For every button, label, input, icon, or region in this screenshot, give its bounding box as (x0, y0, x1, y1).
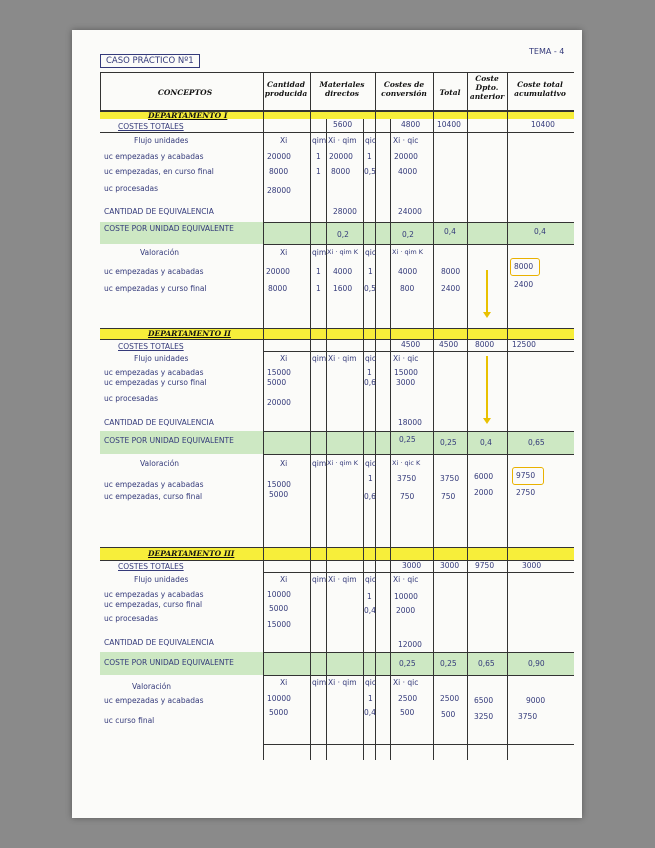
dept3-val1-total: 2500 (440, 694, 460, 703)
dept1-uc2-xi: 8000 (269, 167, 289, 176)
grid-line (100, 72, 574, 73)
grid-line (263, 72, 264, 760)
dept1-uc1-label: uc empezadas y acabadas (104, 152, 204, 161)
dept1-coste-ue-label: COSTE POR UNIDAD EQUIVALENTE (104, 224, 234, 233)
dept1-val2-xi: 8000 (268, 284, 288, 293)
arrow-line (486, 270, 488, 312)
worksheet-paper (72, 30, 582, 818)
dept3-val-xiqic: Xi · qic (393, 678, 419, 687)
dept1-val-xi: Xi (280, 248, 288, 257)
dept2-costes-totales-label: COSTES TOTALES (118, 342, 184, 351)
dept2-coste-ue-cc: 0,25 (399, 435, 416, 444)
dept2-flujo-qim: qim (312, 354, 327, 363)
grid-line (390, 119, 391, 760)
dept2-costes-totales-dpto: 8000 (475, 340, 495, 349)
dept3-uc2-qic: 0,4 (364, 606, 376, 615)
dept2-flujo-xiqic: Xi · qic (393, 354, 419, 363)
dept2-val2-total: 750 (441, 492, 456, 501)
grid-line (326, 119, 327, 760)
dept1-uc1-xiqic: 20000 (394, 152, 418, 161)
tema-label: TEMA - 4 (529, 47, 565, 56)
dept3-costes-totales-acum: 3000 (522, 561, 542, 570)
header-conceptos: CONCEPTOS (157, 88, 213, 97)
grid-line (507, 72, 508, 760)
dept2-uc2-xiqic: 3000 (396, 378, 416, 387)
dept1-uc2-qim: 1 (316, 167, 321, 176)
dept1-costes-totales-label: COSTES TOTALES (118, 122, 184, 131)
dept1-val1-total: 8000 (441, 267, 461, 276)
dept2-flujo-xiqim: Xi · qim (328, 354, 357, 363)
dept1-val2-xiqic: 800 (400, 284, 415, 293)
dept1-val1-xiqim: 4000 (333, 267, 353, 276)
dept3-uc1-label: uc empezadas y acabadas (104, 590, 204, 599)
dept1-val1-qic: 1 (368, 267, 373, 276)
dept1-flujo-xiqic: Xi · qic (393, 136, 419, 145)
dept2-val1-qic: 1 (368, 474, 373, 483)
dept2-costes-totales-total: 4500 (439, 340, 459, 349)
dept3-costes-totales-label: COSTES TOTALES (118, 562, 184, 571)
dept2-val2-acum: 2750 (516, 488, 536, 497)
dept1-val2-acum: 2400 (514, 280, 534, 289)
dept1-val-xiqic: Xi · qim K (392, 248, 424, 256)
dept1-uc1-qic: 1 (367, 152, 372, 161)
grid-line (100, 339, 574, 340)
dept3-costes-totales-cc: 3000 (402, 561, 422, 570)
dept2-proc-label: uc procesadas (104, 394, 159, 403)
dept2-uc2-xi: 5000 (267, 378, 287, 387)
grid-line (263, 431, 574, 432)
grid-line (263, 244, 574, 245)
dept2-val-xiqim: Xi · qim K (327, 459, 359, 467)
dept2-coste-ue-dpto: 0,4 (480, 438, 492, 447)
dept2-val1-xi: 15000 (267, 480, 291, 489)
dept3-val1-acum: 9000 (526, 696, 546, 705)
dept1-val-qic: qic (365, 248, 376, 257)
dept3-title: DEPARTAMENTO III (148, 549, 235, 558)
dept3-val1-qic: 1 (368, 694, 373, 703)
dept1-uc2-xiqic: 4000 (398, 167, 418, 176)
header-total: Total (439, 88, 461, 97)
dept3-val-qic: qic (365, 678, 376, 687)
dept3-uc2-label: uc empezadas, curso final (104, 600, 203, 609)
dept3-val1-dpto: 6500 (474, 696, 494, 705)
dept1-uc1-qim: 1 (316, 152, 321, 161)
dept1-cant-cc: 24000 (398, 207, 422, 216)
header-acumulativo: Coste total acumulativo (514, 80, 566, 98)
dept1-coste-ue-acum: 0,4 (534, 227, 546, 236)
dept1-flujo-qic: qic (365, 136, 376, 145)
dept3-val2-xiqic: 500 (400, 708, 415, 717)
dept1-val1-label: uc empezadas y acabadas (104, 267, 204, 276)
dept3-flujo-qic: qic (365, 575, 376, 584)
dept1-uc1-xi: 20000 (267, 152, 291, 161)
dept2-coste-ue-acum: 0,65 (528, 438, 545, 447)
cost-table (100, 72, 574, 760)
dept2-flujo-xi: Xi (280, 354, 288, 363)
dept1-title: DEPARTAMENTO I (148, 111, 228, 120)
header-cantidad: Cantidad producida (264, 80, 308, 98)
dept2-val2-qic: 0,6 (364, 492, 376, 501)
dept1-costes-totales-cc: 4800 (401, 120, 421, 129)
dept3-cant-cc: 12000 (398, 640, 422, 649)
grid-line (100, 132, 574, 133)
dept2-flujo-qic: qic (365, 354, 376, 363)
dept3-cant-label: CANTIDAD DE EQUIVALENCIA (104, 638, 214, 647)
dept2-flujo-label: Flujo unidades (134, 354, 189, 363)
dept2-uc1-xiqic: 15000 (394, 368, 418, 377)
dept1-coste-ue-cc: 0,2 (402, 230, 414, 239)
arrow-down-icon (483, 418, 491, 424)
grid-line (310, 72, 311, 760)
grid-line (467, 72, 468, 760)
dept2-coste-ue-total: 0,25 (440, 438, 457, 447)
dept1-val1-qim: 1 (316, 267, 321, 276)
dept1-val-xiqim: Xi · qim K (327, 248, 359, 256)
dept3-coste-ue-label: COSTE POR UNIDAD EQUIVALENTE (104, 658, 234, 667)
dept3-flujo-qim: qim (312, 575, 327, 584)
dept1-proc-xi: 28000 (267, 186, 291, 195)
dept2-val1-total: 3750 (440, 474, 460, 483)
dept1-costes-totales-md: 5600 (333, 120, 353, 129)
dept2-val1-xiqic: 3750 (397, 474, 417, 483)
dept3-flujo-label: Flujo unidades (134, 575, 189, 584)
dept1-val2-label: uc empezadas y curso final (104, 284, 207, 293)
dept3-uc1-xi: 10000 (267, 590, 291, 599)
dept3-val1-label: uc empezadas y acabadas (104, 696, 204, 705)
dept1-flujo-label: Flujo unidades (134, 136, 189, 145)
dept2-coste-ue-label: COSTE POR UNIDAD EQUIVALENTE (104, 436, 234, 445)
dept2-costes-totales-cc: 4500 (401, 340, 421, 349)
grid-line (263, 744, 574, 745)
dept1-val1-xi: 20000 (266, 267, 290, 276)
grid-line (263, 675, 574, 676)
dept3-val1-xi: 10000 (267, 694, 291, 703)
dept3-val1-xiqic: 2500 (398, 694, 418, 703)
dept2-uc1-xi: 15000 (267, 368, 291, 377)
dept3-val-label: Valoración (132, 682, 172, 691)
dept2-uc2-label: uc empezadas y curso final (104, 378, 207, 387)
dept3-flujo-xiqic: Xi · qic (393, 575, 419, 584)
dept1-uc1-xiqim: 20000 (329, 152, 353, 161)
dept3-coste-ue-acum: 0,90 (528, 659, 545, 668)
grid-line (263, 454, 574, 455)
dept3-val2-total: 500 (441, 710, 456, 719)
dept3-val-xiqim: Xi · qim (328, 678, 357, 687)
dept3-flujo-xi: Xi (280, 575, 288, 584)
dept2-uc2-qic: 0,6 (364, 378, 376, 387)
dept3-uc2-xi: 5000 (269, 604, 289, 613)
dept3-val2-dpto: 3250 (474, 712, 494, 721)
grid-line (433, 72, 434, 760)
header-dpto: Coste Dpto. anterior (469, 74, 505, 101)
dept1-val-label: Valoración (140, 248, 180, 257)
dept3-val2-label: uc curso final (104, 716, 155, 725)
dept2-proc-xi: 20000 (267, 398, 291, 407)
dept2-val-label: Valoración (140, 459, 180, 468)
grid-line (263, 351, 574, 352)
dept2-val1-dpto: 6000 (474, 472, 494, 481)
dept3-costes-totales-total: 3000 (440, 561, 460, 570)
dept2-val1-label: uc empezadas y acabadas (104, 480, 204, 489)
dept1-proc-label: uc procesadas (104, 184, 159, 193)
dept3-val-qim: qim (312, 678, 327, 687)
header-conversion: Costes de conversión (381, 80, 427, 98)
dept2-val2-label: uc empezadas, curso final (104, 492, 203, 501)
dept2-val-qic: qic (365, 459, 376, 468)
dept3-uc1-qic: 1 (367, 592, 372, 601)
dept2-costes-totales-acum: 12500 (512, 340, 536, 349)
dept1-cant-md: 28000 (333, 207, 357, 216)
dept3-proc-label: uc procesadas (104, 614, 159, 623)
dept1-coste-ue-md: 0,2 (337, 230, 349, 239)
dept3-uc2-xiqic: 2000 (396, 606, 416, 615)
dept2-val1-acum: 9750 (516, 471, 536, 480)
dept3-uc1-xiqic: 10000 (394, 592, 418, 601)
dept1-val2-qim: 1 (316, 284, 321, 293)
dept1-uc2-label: uc empezadas, en curso final (104, 167, 214, 176)
dept1-cant-label: CANTIDAD DE EQUIVALENCIA (104, 207, 214, 216)
dept3-val-xi: Xi (280, 678, 288, 687)
dept1-coste-ue-total: 0,4 (444, 227, 456, 236)
dept2-cant-label: CANTIDAD DE EQUIVALENCIA (104, 418, 214, 427)
dept2-title: DEPARTAMENTO II (148, 329, 231, 338)
dept3-val2-xi: 5000 (269, 708, 289, 717)
dept1-uc2-xiqim: 8000 (331, 167, 351, 176)
dept1-val2-total: 2400 (441, 284, 461, 293)
dept1-val1-acum: 8000 (514, 262, 534, 271)
dept2-val-xi: Xi (280, 459, 288, 468)
dept3-proc-xi: 15000 (267, 620, 291, 629)
dept1-flujo-xi: Xi (280, 136, 288, 145)
grid-line (100, 72, 101, 110)
dept1-val-qim: qim (312, 248, 327, 257)
dept3-coste-ue-cc: 0,25 (399, 659, 416, 668)
dept2-val2-dpto: 2000 (474, 488, 494, 497)
dept1-val1-xiqic: 4000 (398, 267, 418, 276)
dept3-coste-ue-total: 0,25 (440, 659, 457, 668)
dept3-val2-qic: 0,4 (364, 708, 376, 717)
dept2-uc1-label: uc empezadas y acabadas (104, 368, 204, 377)
grid-line (263, 572, 574, 573)
dept1-uc2-qic: 0,5 (364, 167, 376, 176)
dept1-costes-totales-acum: 10400 (531, 120, 555, 129)
dept3-val2-acum: 3750 (518, 712, 538, 721)
dept2-cant-cc: 18000 (398, 418, 422, 427)
grid-line (100, 547, 574, 548)
dept1-val2-qic: 0,5 (364, 284, 376, 293)
dept2-uc1-qic: 1 (367, 368, 372, 377)
header-materiales: Materiales directos (319, 80, 365, 98)
grid-line (363, 119, 364, 760)
dept3-coste-ue-dpto: 0,65 (478, 659, 495, 668)
grid-line (263, 222, 574, 223)
dept2-val-qim: qim (312, 459, 327, 468)
dept3-costes-totales-dpto: 9750 (475, 561, 495, 570)
grid-line (100, 560, 574, 561)
dept2-val2-xiqic: 750 (400, 492, 415, 501)
dept1-costes-totales-total: 10400 (437, 120, 461, 129)
grid-line (263, 652, 574, 653)
dept3-flujo-xiqim: Xi · qim (328, 575, 357, 584)
dept1-val2-xiqim: 1600 (333, 284, 353, 293)
arrow-line (486, 356, 488, 418)
dept1-flujo-xiqim: Xi · qim (328, 136, 357, 145)
caso-practico-title: CASO PRÁCTICO Nº1 (100, 54, 200, 68)
arrow-down-icon (483, 312, 491, 318)
dept1-flujo-qim: qim (312, 136, 327, 145)
dept2-val2-xi: 5000 (269, 490, 289, 499)
dept2-val-xiqic: Xi · qic K (392, 459, 421, 467)
